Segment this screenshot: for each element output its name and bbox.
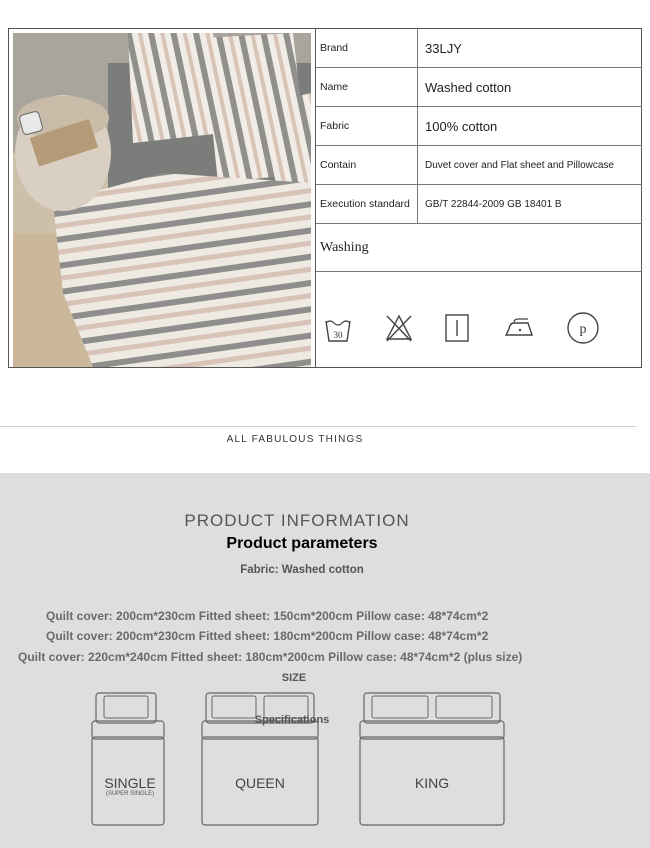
bed-queen-diagram: [200, 689, 320, 829]
spec-table: [315, 29, 642, 367]
dry-clean-letter: p: [579, 322, 587, 337]
product-info-panel: [0, 473, 650, 848]
line-dry-icon: [444, 313, 470, 343]
spec-row-standard: [316, 185, 642, 224]
spec-row-name: [316, 68, 642, 107]
spec-key: Brand: [316, 29, 418, 67]
spec-key: Execution standard: [316, 185, 418, 223]
bed-single-label: SINGLE: [104, 775, 156, 791]
bedding-photo: [13, 33, 311, 367]
spec-value: GB/T 22844-2009 GB 18401 B: [425, 198, 562, 210]
spec-row-brand: [316, 29, 642, 68]
spec-key: Fabric: [316, 107, 418, 145]
spec-row-fabric: [316, 107, 642, 146]
no-bleach-icon: [384, 313, 414, 343]
bed-queen-label: QUEEN: [235, 775, 285, 791]
size-label: SIZE: [281, 672, 307, 684]
specifications-label: Specifications: [254, 714, 330, 726]
wash-30-icon: [324, 317, 352, 343]
spec-value: Washed cotton: [425, 79, 512, 95]
bed-single-diagram: [90, 689, 170, 829]
bed-king-label: KING: [414, 775, 450, 791]
wash-temp-label: 30: [333, 330, 343, 340]
care-icons: [316, 291, 642, 367]
size-line-queen: Quilt cover: 200cm*230cm Fitted sheet: 180cm*200cm Pillow case: 48*74cm*2: [46, 629, 489, 643]
product-info-title: PRODUCT INFORMATION: [184, 511, 410, 530]
dry-clean-icon: [566, 311, 600, 345]
product-parameters-title: Product parameters: [226, 535, 378, 552]
spec-value: Duvet cover and Flat sheet and Pillowcase: [425, 159, 614, 171]
spec-value: 33LJY: [425, 40, 462, 56]
washing-label: Washing: [316, 224, 642, 272]
iron-low-icon: [504, 317, 534, 339]
tagline: ALL FABULOUS THINGS: [226, 434, 364, 445]
section-divider: [0, 426, 636, 427]
size-line-king: Quilt cover: 220cm*240cm Fitted sheet: 180cm*200cm Pillow case: 48*74cm*2 (plus size): [18, 650, 523, 664]
spec-row-contain: [316, 146, 642, 185]
spec-value: 100% cotton: [425, 118, 498, 134]
product-spec-card: [8, 28, 642, 368]
spec-key: Name: [316, 68, 418, 106]
fabric-line: Fabric: Washed cotton: [240, 564, 364, 576]
bed-single-sub: (SUPER SINGLE): [105, 791, 155, 797]
spec-key: Contain: [316, 146, 418, 184]
size-line-single: Quilt cover: 200cm*230cm Fitted sheet: 150cm*200cm Pillow case: 48*74cm*2: [46, 609, 489, 623]
bed-king-diagram: [358, 689, 506, 829]
